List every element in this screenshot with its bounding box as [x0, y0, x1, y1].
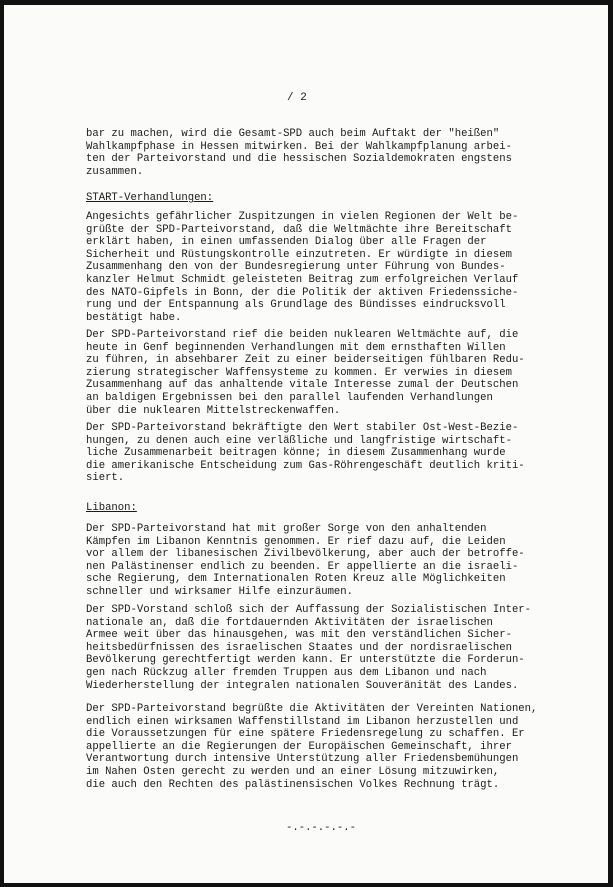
scan-border-bottom [0, 883, 613, 887]
libanon-paragraph-2 [86, 604, 566, 692]
text-line: Kämpfen im Libanon Kenntnis genommen. Er rief dazu auf, die Leiden [86, 535, 506, 548]
text-line: Armee weit über das hinausgehen, was mit den verständlichen Sicher- [86, 629, 512, 642]
text-line: sche Regierung, dem Internationalen Roten Kreuz alle Möglichkeiten [86, 573, 506, 586]
text-line: Angesichts gefährlicher Zuspitzungen in vielen Regionen der Welt be- [86, 211, 519, 223]
text-line: kanzler Helmut Schmidt geleisteten Beitrag zum erfolgreichen Verlauf [86, 273, 519, 286]
text-line: bar zu machen, wird die Gesamt-SPD auch beim Auftakt der "heißen" [86, 128, 500, 140]
text-line: schneller und wirksamer Hilfe einzuräumen. [86, 585, 354, 598]
text-line: Wiederherstellung der integralen nationalen Souveränität des Landes. [86, 679, 519, 692]
text-line: Der SPD-Parteivorstand begrüßte die Aktivitäten der Vereinten Nationen, [86, 703, 538, 715]
text-line: Der SPD-Parteivorstand hat mit großer Sorge von den anhaltenden [86, 523, 487, 535]
text-line: Der SPD-Parteivorstand bekräftigte den Wert stabiler Ost-West-Bezie- [86, 422, 519, 434]
text-line: rung und der Entspannung als Grundlage des Bündisses eindrucksvoll [86, 299, 506, 312]
scan-border-top [0, 0, 613, 5]
intro-paragraph [86, 128, 566, 178]
text-line: Wahlkampfphase in Hessen mitwirken. Bei der Wahlkampfplanung arbei- [86, 140, 512, 153]
text-line: zu führen, in absehbarer Zeit zu einer beiderseitigen fühlbaren Redu- [86, 354, 525, 367]
text-line: Zusammenhang den von der Bundesregierung unter Führung von Bundes- [86, 261, 506, 274]
text-line: des NATO-Gipfels in Bonn, der die Politik der aktiven Friedenssiche- [86, 286, 519, 299]
text-line: hungen, zu denen auch eine verläßliche und langfristige wirtschaft- [86, 434, 512, 447]
text-line: Zusammenhang auf das anhaltende vitale Interesse zumal der Deutschen [86, 379, 519, 392]
text-line: an baldigen Ergebnissen bei den parallel laufenden Verhandlungen [86, 391, 493, 404]
text-line: zusammen. [86, 165, 144, 178]
text-line: bestätigt habe. [86, 311, 182, 324]
start-paragraph-3 [86, 422, 566, 485]
text-line: Bevölkerung gerechtfertigt werden kann. Er unterstützte die Forderun- [86, 654, 525, 667]
text-line: Verantwortung durch intensive Unterstützung aller Friedensbemühungen [86, 753, 519, 766]
text-line: appellierte an die Regierungen der Europäischen Gemeinschaft, ihrer [86, 740, 512, 753]
scan-border-right [608, 0, 613, 887]
text-line: nationale an, daß die fortdauernden Aktivitäten der israelischen [86, 616, 493, 629]
text-line: die auch den Rechten des palästinensischen Volkes Rechnung trägt. [86, 778, 500, 791]
libanon-paragraph-1 [86, 523, 566, 599]
text-line: erklärt haben, in einen umfassenden Dialog über alle Fragen der [86, 236, 487, 249]
text-line: heute in Genf beginnenden Verhandlungen mit dem ernsthaften Willen [86, 341, 506, 354]
page-number: / 2 [287, 92, 307, 104]
text-line: nen Palästinenser endlich zu beenden. Er appellierte an die israeli- [86, 560, 519, 573]
text-line: Sicherheit und Rüstungskontrolle einzutreten. Er würdigte in diesem [86, 248, 512, 261]
text-line: ten der Parteivorstand und die hessischen Sozialdemokraten engstens [86, 153, 512, 166]
start-paragraph-1 [86, 211, 566, 324]
scan-border-left [0, 0, 4, 887]
text-line: endlich einen wirksamen Waffenstillstand im Libanon herzustellen und [86, 715, 519, 728]
text-line: die amerikanische Entscheidung zum Gas-Röhrengeschäft deutlich kriti- [86, 459, 525, 472]
text-line: zierung strategischer Waffensysteme zu kommen. Er verwies in diesem [86, 366, 512, 379]
text-line: heitsbedürfnissen des israelischen Staates und der nordisraelischen [86, 641, 512, 654]
text-line: Der SPD-Vorstand schloß sich der Auffassung der Sozialistischen Inter- [86, 604, 532, 616]
section-heading-start: START-Verhandlungen: [86, 192, 214, 204]
text-line: grüßte der SPD-Parteivorstand, daß die Weltmächte ihre Bereitschaft [86, 223, 512, 236]
end-mark: -.-.-.-.-.- [286, 822, 356, 834]
text-line: vor allem der libanesischen Zivilbevölkerung, aber auch der betroffe- [86, 548, 525, 561]
libanon-paragraph-3 [86, 703, 566, 791]
section-heading-libanon: Libanon: [86, 502, 137, 514]
text-line: liche Zusammenarbeit beitragen könne; in diesem Zusammenhang wurde [86, 447, 506, 460]
start-paragraph-2 [86, 329, 566, 417]
text-line: siert. [86, 472, 125, 485]
text-line: im Nahen Osten gerecht zu werden und an einer Lösung mitzuwirken, [86, 765, 500, 778]
text-line: über die nuklearen Mittelstreckenwaffen. [86, 404, 341, 417]
text-line: die Voraussetzungen für eine spätere Friedensregelung zu schaffen. Er [86, 728, 525, 741]
text-line: Der SPD-Parteivorstand rief die beiden nuklearen Weltmächte auf, die [86, 329, 519, 341]
text-line: gen nach Rückzug aller fremden Truppen aus dem Libanon und nach [86, 666, 487, 679]
